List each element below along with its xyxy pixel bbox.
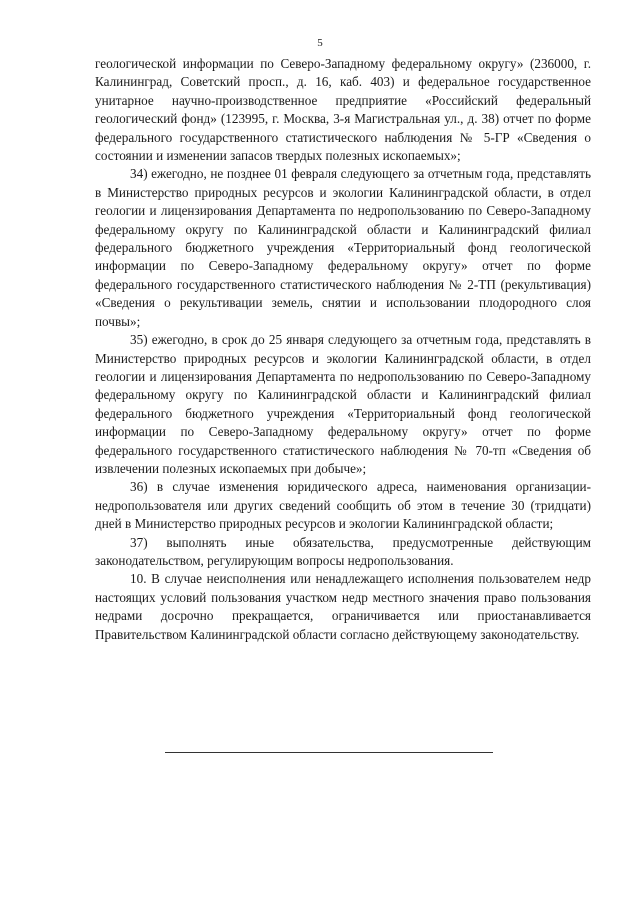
paragraph-item-35: 35) ежегодно, в срок до 25 января следующего за отчетным года, представлять в Министерство природных ресурсов и экологии Калининградской области, в отдел геологии и лицензирования Департамента по недропользованию по Северо-Западному федеральному округу по Калининградской области и Калининградский филиал федерального бюджетного учреждения «Территориальный фонд геологической информации по Северо-Западному федеральному округу» отчет по форме федерального государственного статистического наблюдения № 70-тп «Сведения об извлечении полезных ископаемых при добыче»;	[95, 332, 591, 476]
paragraph-item-34: 34) ежегодно, не позднее 01 февраля следующего за отчетным года, представлять в Министерство природных ресурсов и экологии Калининградской области, в отдел геологии и лицензирования Департамента по недропользованию по Северо-Западному федеральному округу по Калининградской области и Калининградский филиал федерального бюджетного учреждения «Территориальный фонд геологической информации по Северо-Западному федеральному округу» отчет по форме федерального государственного статистического наблюдения № 2-ТП (рекультивация) «Сведения о рекультивации земель, снятии и использовании плодородного слоя почвы»;	[95, 166, 591, 329]
page-number: 5	[317, 37, 323, 49]
closing-separator-line	[165, 752, 493, 753]
paragraph-section-10: 10. В случае неисполнения или ненадлежащего исполнения пользователем недр настоящих условий пользования участком недр местного значения право пользования недрами досрочно прекращается, ограничивается или приостанавливается Правительством Калининградской области согласно действующему законодательству.	[95, 571, 591, 642]
paragraph-item-37: 37) выполнять иные обязательства, предусмотренные действующим законодательством, регулирующим вопросы недропользования.	[95, 534, 591, 568]
document-body	[95, 55, 591, 644]
paragraph-item-36: 36) в случае изменения юридического адреса, наименования организации-недропользователя или других сведений сообщить об этом в течение 30 (тридцати) дней в Министерство природных ресурсов и экологии Калининградской области;	[95, 479, 591, 532]
paragraph-continuation: геологической информации по Северо-Западному федеральному округу» (236000, г. Калининград, Советский просп., д. 16, каб. 403) и федеральное государственное унитарное научно-производственное предприятие «Российский федеральный геологический фонд» (123995, г. Москва, 3-я Магистральная ул., д. 38) отчет по форме федерального государственного статистического наблюдения № 5-ГР «Сведения о состоянии и изменении запасов твердых полезных ископаемых»;	[95, 56, 591, 164]
